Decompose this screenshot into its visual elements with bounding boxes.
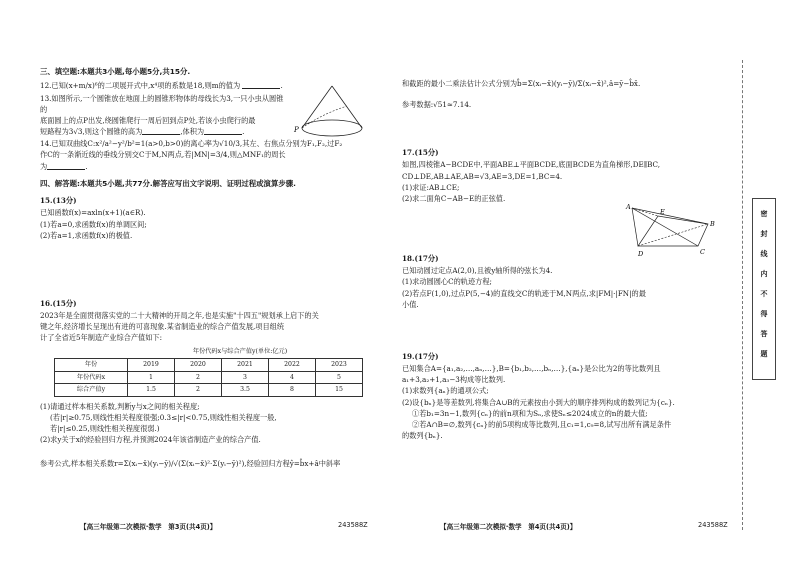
question-18-header: 18.(17分) (402, 254, 439, 264)
pyramid-label-a: A (626, 203, 631, 211)
question-14: 14.已知双曲线C:x²/a²−y²/b²=1(a>0,b>0)的离心率为√10/3,其左、右焦点分别为F₁,F₂,过F₂ 作C的一条渐近线的垂线分别交C于M,N两点,若|MN|=3/4,则△MNF₁的周长 为 . (40, 139, 343, 171)
answer-blank (47, 162, 85, 170)
question-17: 如图,四棱锥A−BCDE中,平面ABE⊥平面BCDE,底面BCDE为直角梯形,DE∥BC, CD⊥DE,AB⊥AE,AB=√3,AE=3,DE=1,BC=4. (1)求证:AB⊥CE; (2)求二面角C−AB−E的正弦值. (402, 160, 661, 203)
cone-figure (292, 84, 372, 144)
question-16-parts: (1)请通过样本相关系数,判断y与x之间的相关程度; (若|r|≥0.75,则线性相关程度很强;0.3≤|r|<0.75,则线性相关程度一般, 若|r|≤0.25,则线性相关程度很弱.) (2)求y关于x的经验回归方程,并预测2024年该省制造产业的综合产值. (40, 401, 277, 445)
table-caption: 年份代码x与综合产值y(单位:亿元) (192, 348, 288, 356)
pyramid-label-e: E (660, 208, 665, 216)
question-15-header: 15.(13分) (40, 196, 77, 206)
seal-line-notice: 密 封 线 内 不 得 答 题 (752, 198, 776, 380)
cone-point-label: P (294, 126, 299, 134)
footer-left: 【高三年级第二次模拟·数学 第3页(共4页)】 243588Z (80, 521, 368, 531)
table-row: 年份代码x 1 2 3 4 5 (55, 371, 363, 384)
pyramid-figure (618, 202, 718, 264)
answer-blank (242, 81, 280, 89)
question-15: 已知函数f(x)=axln(x+1)(a∈R). (1)若a=0,求函数f(x)的单调区间; (2)若a=1,求函数f(x)的极值. (40, 208, 147, 240)
answer-blank (142, 127, 180, 135)
reference-formula: 参考公式,样本相关系数r=Σ(xᵢ−x̄)(yᵢ−ȳ)/√(Σ(xᵢ−x̄)²·Σ(yᵢ−ȳ)²),经验回归方程ŷ=b̂x+â中斜率 (40, 458, 341, 468)
question-17-header: 17.(15分) (402, 148, 439, 158)
pyramid-label-d: D (638, 250, 644, 258)
question-12: 12.已知(x+m/x)⁶的二项展开式中,x⁴项的系数是18,则m的值为 . (40, 81, 283, 91)
section-solution-heading: 四、解答题:本题共5小题,共77分.解答应写出文字说明、证明过程或演算步骤. (40, 178, 296, 188)
answer-blank (204, 127, 242, 135)
section-fill-blank-heading: 三、填空题:本题共3小题,每小题5分,共15分. (40, 67, 191, 76)
table-row: 综合产值y 1.5 2 3.5 8 15 (55, 384, 363, 397)
question-19-header: 19.(17分) (402, 351, 439, 361)
footer-right: 【高三年级第二次模拟·数学 第4页(共4页)】 243588Z (440, 521, 728, 531)
question-19: 已知集合A={a₁,a₂,…,aₙ,…},B={b₁,b₂,…,bₙ,…},{aₙ}是公比为2的等比数列且 a₁+3,a₂+1,a₃−3构成等比数列. (1)求数列{aₙ}的通项公式; (2)设{bₙ}是等差数列,将集合A∪B的元素按由小到大的顺序排列构成的数列记为{cₙ}. ①若b₁=3n−1,数列{cₙ}的前n项和为Sₙ,求使Sₙ≤2024成立的n的最大值; ②若A∩B=∅,数列{cₙ}的前5项构成等比数列,且c₁=1,c₉=8,试写出所有满足条件 的数列{bₙ}. (402, 364, 675, 440)
question-16-header: 16.(15分) (40, 298, 77, 308)
reference-formula-continued: 和截距的最小二乘法估计公式分别为b̂=Σ(xᵢ−x̄)(yᵢ−ȳ)/Σ(xᵢ−x̄)²,â=ȳ−b̂x̄. (402, 79, 641, 88)
question-18: 已知动圆过定点A(2,0),且被y轴所得的弦长为4. (1)求动圆圆心C的轨迹方程; (2)若点F(1,0),过点P(5,−4)的直线交C的轨迹于M,N两点,求|FM|·|FN|的最 小值. (402, 266, 646, 309)
data-table (54, 358, 363, 397)
table-row: 年份 2019 2020 2021 2022 2023 (55, 359, 363, 372)
binding-line (742, 60, 743, 530)
footer-code: 243588Z (338, 521, 368, 529)
pyramid-label-b: B (710, 220, 715, 228)
pyramid-label-c: C (700, 248, 705, 256)
footer-code: 243588Z (698, 521, 728, 529)
question-13: 13.如图所示,一个圆锥放在地面上的圆锥形物体的母线长为3,一只小虫从圆锥的 底面圆上的点P出发,绕圆锥爬行一周后回到点P处,若该小虫爬行的最 短路程为3√3,则这个圆锥的高为 ,体积为 . (40, 93, 284, 137)
question-16: 2023年是全面贯彻落实党的二十大精神的开局之年,也是实施"十四五"规划承上启下的关 键之年,经济增长呈现出有进的可喜现象.某省制造业的综合产值发展,项目组统 计了全省近5年制造产业综合产值如下: (40, 310, 319, 343)
reference-data: 参考数据:√51≈7.14. (402, 100, 472, 110)
